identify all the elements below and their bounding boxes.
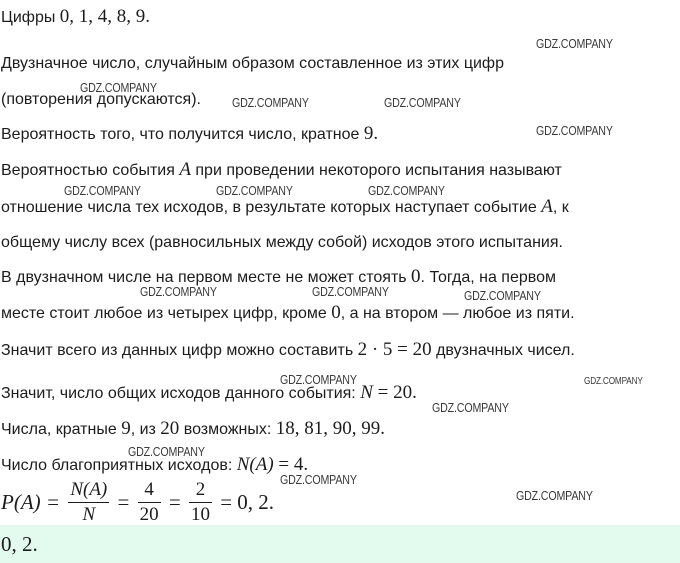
total-outcomes-value: = 20. (372, 382, 417, 403)
definition-text-a: Вероятностью события (1, 162, 180, 179)
definition-text-b: при проведении некоторого испытания называют (190, 162, 562, 179)
total-count-line (1, 340, 575, 361)
given-digits-values: 0, 1, 4, 8, 9. (59, 6, 151, 27)
favorable-var: N(A) (236, 454, 274, 475)
multiples-text-b: , из (130, 421, 161, 438)
repetition-note-line: (повторения допускаются). (1, 91, 201, 108)
fraction-2-denominator: 20 (139, 504, 159, 525)
definition-line-3: общему числу всех (равносильных между собой) исходов этого испытания. (1, 234, 563, 251)
definition-text-c: отношение числа тех исходов, в результате которых наступает событие (1, 199, 542, 216)
fraction-1-numerator: N(A) (68, 478, 109, 503)
watermark: GDZ.COMPANY (232, 95, 309, 110)
question-line (1, 124, 378, 145)
formula-equals-1: = (117, 490, 130, 514)
total-outcomes-var: N (360, 382, 373, 403)
zero-digit-2: 0 (331, 302, 341, 323)
positions-text-b: , а на втором — любое из пяти. (340, 305, 575, 322)
fraction-3-denominator: 10 (190, 504, 210, 525)
favorable-value: = 4. (273, 454, 309, 475)
watermark: GDZ.COMPANY (584, 376, 643, 387)
total-count-text-b: двузначных чисел. (431, 342, 575, 359)
watermark: GDZ.COMPANY (80, 80, 157, 95)
multiple-base: 9 (121, 418, 131, 439)
probability-formula (1, 478, 274, 527)
multiples-text-c: возможных: (179, 421, 276, 438)
experiment-description-line: Двузначное число, случайным образом составленное из этих цифр (1, 55, 504, 72)
event-variable: A (179, 159, 191, 180)
answer-box (0, 525, 680, 563)
zero-digit: 0 (411, 266, 421, 287)
question-number: 9. (363, 123, 379, 144)
formula-equals-2: = (168, 490, 181, 514)
watermark: GDZ.COMPANY (64, 183, 141, 198)
definition-line-1 (1, 160, 562, 181)
fraction-2-over-10 (189, 478, 212, 527)
fraction-na-over-n (68, 478, 109, 527)
question-text: Вероятность того, что получится число, кратное (1, 126, 364, 143)
watermark: GDZ.COMPANY (464, 288, 541, 303)
multiples-line (1, 419, 385, 440)
watermark: GDZ.COMPANY (280, 472, 357, 487)
first-digit-line (1, 267, 556, 288)
first-digit-text-a: В двузначном числе на первом месте не может стоять (1, 269, 412, 286)
watermark: GDZ.COMPANY (368, 183, 445, 198)
fraction-1-denominator: N (82, 504, 96, 525)
total-count-expression: 2 · 5 = 20 (357, 339, 432, 360)
event-variable-2: A (541, 196, 553, 217)
positions-line (1, 303, 575, 324)
watermark: GDZ.COMPANY (140, 284, 217, 299)
given-digits-label: Цифры (1, 9, 60, 26)
watermark: GDZ.COMPANY (536, 36, 613, 51)
watermark: GDZ.COMPANY (280, 372, 357, 387)
answer-value: 0, 2. (1, 532, 38, 556)
watermark: GDZ.COMPANY (128, 444, 205, 459)
definition-line-2 (1, 197, 569, 218)
total-outcomes-text: Значит, число общих исходов данного события: (1, 385, 361, 402)
formula-result: = 0, 2. (220, 490, 275, 514)
watermark: GDZ.COMPANY (516, 488, 593, 503)
fraction-2-numerator: 4 (138, 478, 161, 503)
watermark: GDZ.COMPANY (384, 95, 461, 110)
watermark: GDZ.COMPANY (432, 400, 509, 415)
positions-text-a: месте стоит любое из четырех цифр, кроме (1, 305, 332, 322)
fraction-4-over-20 (138, 478, 161, 527)
multiples-list: 18, 81, 90, 99. (275, 418, 386, 439)
fraction-3-numerator: 2 (189, 478, 212, 503)
favorable-text: Число благоприятных исходов: (1, 457, 237, 474)
watermark: GDZ.COMPANY (312, 284, 389, 299)
first-digit-text-b: . Тогда, на первом (420, 269, 556, 286)
given-digits-line (1, 7, 150, 28)
watermark: GDZ.COMPANY (216, 183, 293, 198)
formula-lhs: P(A) = (1, 490, 61, 514)
total-count-text-a: Значит всего из данных цифр можно составить (1, 342, 358, 359)
watermark: GDZ.COMPANY (536, 123, 613, 138)
multiples-total: 20 (160, 418, 180, 439)
definition-text-d: , к (552, 199, 569, 216)
multiples-text-a: Числа, кратные (1, 421, 122, 438)
